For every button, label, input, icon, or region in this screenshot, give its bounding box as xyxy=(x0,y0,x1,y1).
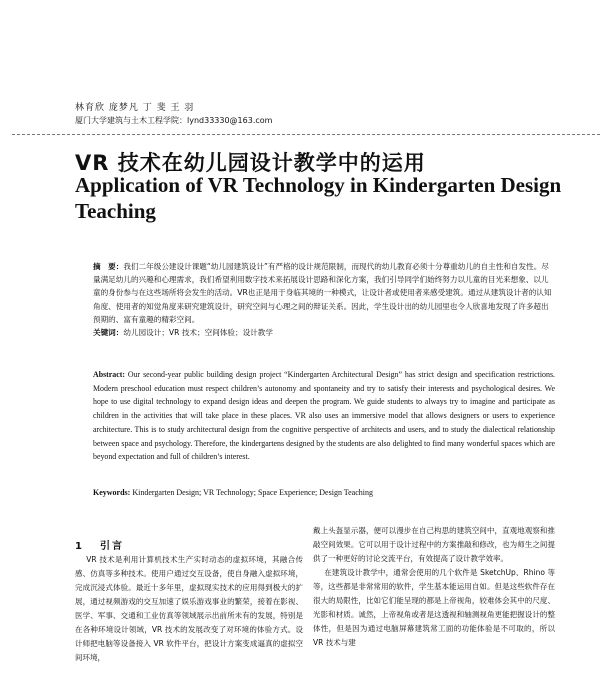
intro-paragraph: VR 技术是利用计算机技术生产实时动态的虚拟环境，其融合传感、仿真等多种技术。使用户通过交互设备，使自身融入虚拟环境，完成沉浸式体验。最近十多年里，虚拟现实技术的应用得到极大的扩展，通过视频游戏的交互加速了娱乐游戏事业的繁荣，接着在影视、医学、军事、交通和工业仿真等领域展示出前所未有的发展，特别是在各种环境设计领域，VR 技术的发展改变了对环境的体验方式。设计师把电脑等设备接入 VR 软件平台，把设计方案变成逼真的虚拟空间环境， xyxy=(75,555,303,662)
section-heading xyxy=(75,537,124,552)
section-number: 1 xyxy=(75,541,84,552)
paper-title-chinese: VR 技术在幼儿园设计教学中的运用 xyxy=(75,151,426,175)
body-column-right xyxy=(313,524,555,650)
abstract-chinese xyxy=(93,260,555,339)
keywords-chinese-label: 关键词： xyxy=(93,328,124,338)
abstract-chinese-label: 摘 要： xyxy=(93,262,124,271)
abstract-english xyxy=(93,368,555,464)
abstract-chinese-text: 我们二年级公建设计课题“幼儿园建筑设计”有严格的设计规范限制，而现代的幼儿教育必须十分尊重幼儿的自主性和自发性。尽量满足幼儿的兴趣和心理需求，我们希望利用数字技术来拓展设计思路和深化方案，我们引导同学们始终努力以儿童的目光来想象、以儿童的身份参与在这些场所将会发生的活动。VR也正是用于身临其境的一种模式，让设计者或使用者来感受建筑。通过从建筑设计者的认知角度、使用者的知觉角度来研究建筑设计，研究空间与心理之间的辩证关系。因此，学生设计出的幼儿园里也令人欣喜地发现了许多超出预期的、富有童趣的精彩空间。 xyxy=(93,262,552,324)
author-affiliation: 厦门大学建筑与土木工程学院：lynd33330@163.com xyxy=(75,116,273,125)
paper-title-english: Application of VR Technology in Kindergarten Design Teaching xyxy=(75,173,562,223)
abstract-english-label: Abstract: xyxy=(93,370,125,379)
keywords-english-text: Kindergarten Design; VR Technology; Space Experience; Design Teaching xyxy=(132,488,373,497)
keywords-chinese-text: 幼儿园设计；VR 技术；空间体验；设计教学 xyxy=(123,328,273,338)
keywords-english-label: Keywords: xyxy=(93,488,131,497)
keywords-english xyxy=(93,488,555,497)
section-title: 引言 xyxy=(99,541,124,552)
header-divider xyxy=(12,134,600,135)
abstract-chinese-body xyxy=(93,260,555,326)
body-column-left xyxy=(75,553,303,665)
keywords-chinese xyxy=(93,326,555,339)
author-list: 林育欣 庞梦凡 丁 斐 王 羽 xyxy=(75,103,195,113)
intro-paragraph-continued: 戴上头盔显示器，便可以漫步在自己构思的建筑空间中，直观地观察和推敲空间效果。它可以用于设计过程中的方案推敲和修改，也为师生之间提供了一种更好的讨论交流平台，有效提高了设计教学效率。 xyxy=(313,526,555,563)
software-paragraph: 在建筑设计教学中，通常会使用的几个软件是 SketchUp、Rhino 等等，这些都是非常常用的软件，学生基本能运用自如。但是这些软件存在很大的局限性，比如它们能呈现的都是上帝视角，较难体会其中的尺度、光影和材质。诚然，上帝视角或者是这透视和轴测视角更能把握设计的整体性，但是因为通过电脑屏幕建筑常工面的功能体验是不可取的，所以 VR 技术与建 xyxy=(313,568,555,647)
abstract-english-text: Our second-year public building design project “Kindergarten Architectural Design” has strict design and specification restrictions. Modern preschool education must respect children’s autonomy and spontaneity and try to satisfy their interests and psychological desires. We hope to use digital technology to expand design ideas and deepen the program. We guide students to always try to imagine and participate as children in the activities that will take place in these places. VR also uses an immersive model that allows designers or users to experience architecture. This is to study architectural design from the cognitive perspective of architects and users, and to study the dialectical relationship between space and psychology. Therefore, the kindergartens designed by the students are also delighted to find many wonderful spaces which are beyond expectation and full of children’s interest. xyxy=(93,370,555,462)
